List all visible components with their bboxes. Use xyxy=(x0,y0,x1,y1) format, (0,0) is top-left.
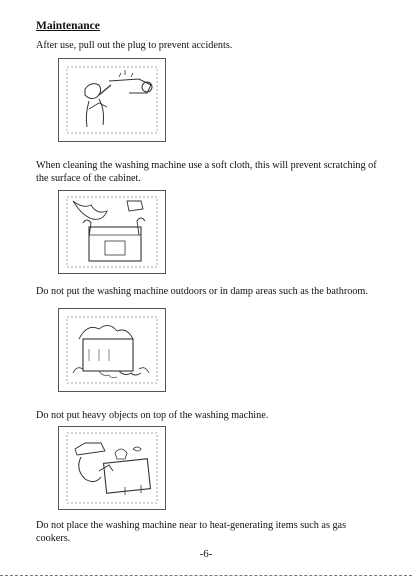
outdoor-damp-illustration-icon xyxy=(58,308,166,392)
page-number: -6- xyxy=(199,548,213,560)
instruction-text-3: Do not put the washing machine outdoors or in damp areas such as the bathroom. xyxy=(36,286,368,297)
section-heading: Maintenance xyxy=(36,20,100,32)
instruction-text-4: Do not put heavy objects on top of the washing machine. xyxy=(36,410,269,421)
cleaning-cloth-illustration-icon xyxy=(58,190,166,274)
instruction-text-5: Do not place the washing machine near to heat-generating items such as gas cookers. xyxy=(36,520,347,544)
instruction-text-1: After use, pull out the plug to prevent accidents. xyxy=(36,40,233,51)
heavy-objects-illustration-icon xyxy=(58,426,166,510)
unplug-illustration-icon xyxy=(58,58,166,142)
footer-divider xyxy=(0,575,412,576)
instruction-text-2: When cleaning the washing machine use a soft cloth, this will prevent scratching of the surface of the cabinet. xyxy=(36,160,377,184)
